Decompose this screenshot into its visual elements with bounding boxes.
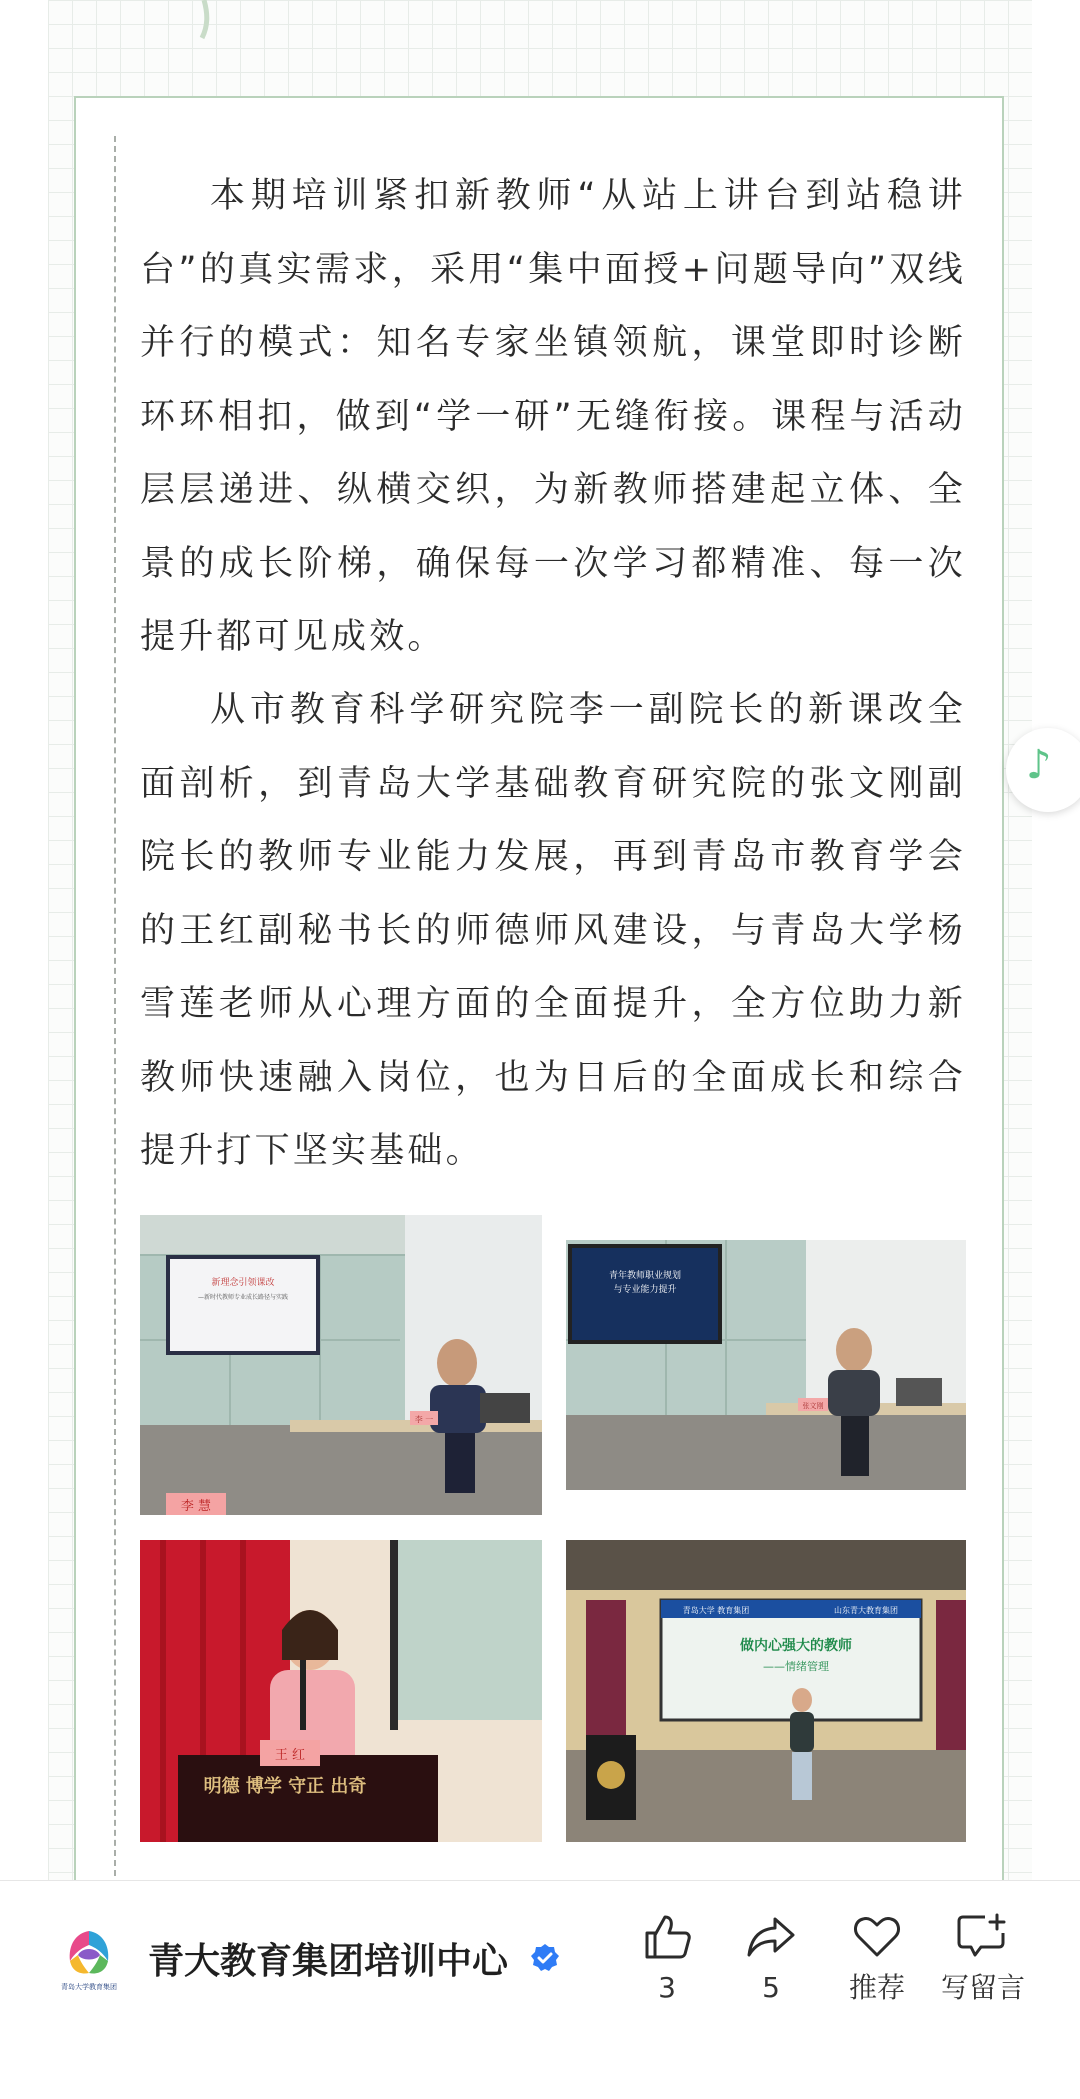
training-photo-1[interactable] bbox=[140, 1215, 542, 1515]
recommend-label: 推荐 bbox=[848, 1971, 905, 2004]
training-photo-4[interactable] bbox=[566, 1540, 966, 1842]
article-paragraph-2: 从市教育科学研究院李一副院长的新课改全面剖析，到青岛大学基础教育研究院的张文刚副院长的教师专业能力发展，再到青岛市教育学会的王红副秘书长的师德师风建设，与青岛大学杨雪莲老师从心理方面的全面提升，全方位助力新教师快速融入岗位，也为日后的全面成长和综合提升打下坚实基础。 bbox=[140, 690, 966, 1171]
share-count: 5 bbox=[762, 1971, 780, 2004]
like-count: 3 bbox=[658, 1971, 676, 2004]
training-photo-2[interactable] bbox=[566, 1240, 966, 1490]
share-button[interactable] bbox=[716, 1911, 826, 2005]
music-player-button[interactable] bbox=[1006, 728, 1080, 812]
bottom-action-bar bbox=[0, 1880, 1080, 2099]
recommend-button[interactable] bbox=[822, 1911, 932, 2005]
speaker-nameplate: 王 红 bbox=[274, 1748, 306, 1763]
account-name[interactable]: 青大教育集团培训中心 bbox=[148, 1941, 509, 1982]
training-photo-3[interactable] bbox=[140, 1540, 542, 1842]
article-paragraph-1: 本期培训紧扣新教师“从站上讲台到站稳讲台”的真实需求，采用“集中面授+问题导向”双线并行的模式：知名专家坐镇领航，课堂即时诊断环环相扣，做到“学一研”无缝衔接。课程与活动层层递进、纵横交织，为新教师搭建起立体、全景的成长阶梯，确保每一次学习都精准、每一次提升都可见成效。 bbox=[140, 176, 966, 657]
speaker-nameplate: 张文刚 bbox=[802, 1402, 824, 1410]
screen-banner-right: 山东青大教育集团 bbox=[834, 1606, 898, 1615]
podium-text: 明德 博学 守正 出奇 bbox=[203, 1776, 367, 1797]
svg-text:青岛大学教育集团: 青岛大学教育集团 bbox=[61, 1983, 117, 1991]
write-comment-label: 写留言 bbox=[940, 1971, 1025, 2004]
verified-badge-icon bbox=[530, 1943, 560, 1973]
screen-subtitle: ——情绪管理 bbox=[763, 1660, 829, 1673]
screen-subtitle: —新时代教师专业成长路径与实践 bbox=[197, 1294, 289, 1301]
account-logo[interactable] bbox=[56, 1925, 122, 1995]
share-icon bbox=[745, 1911, 797, 1963]
screen-title: 做内心强大的教师 bbox=[740, 1638, 852, 1654]
music-note-icon: ♪ bbox=[1026, 742, 1052, 788]
screen-title: 青年教师职业规划 bbox=[608, 1271, 682, 1281]
leaf-decoration-icon bbox=[196, 0, 212, 40]
dashed-divider bbox=[114, 136, 116, 1876]
like-button[interactable] bbox=[612, 1911, 722, 2005]
heart-icon bbox=[851, 1911, 903, 1963]
write-comment-button[interactable] bbox=[928, 1911, 1038, 2005]
screen-subtitle: 与专业能力提升 bbox=[613, 1285, 677, 1295]
table-sign: 李 慧 bbox=[180, 1499, 212, 1514]
speaker-nameplate: 李 一 bbox=[414, 1415, 434, 1424]
thumb-up-icon bbox=[641, 1911, 693, 1963]
comment-add-icon bbox=[955, 1911, 1011, 1963]
screen-title: 新理念引领课改 bbox=[211, 1278, 275, 1288]
screen-banner-left: 青岛大学 教育集团 bbox=[682, 1606, 750, 1615]
